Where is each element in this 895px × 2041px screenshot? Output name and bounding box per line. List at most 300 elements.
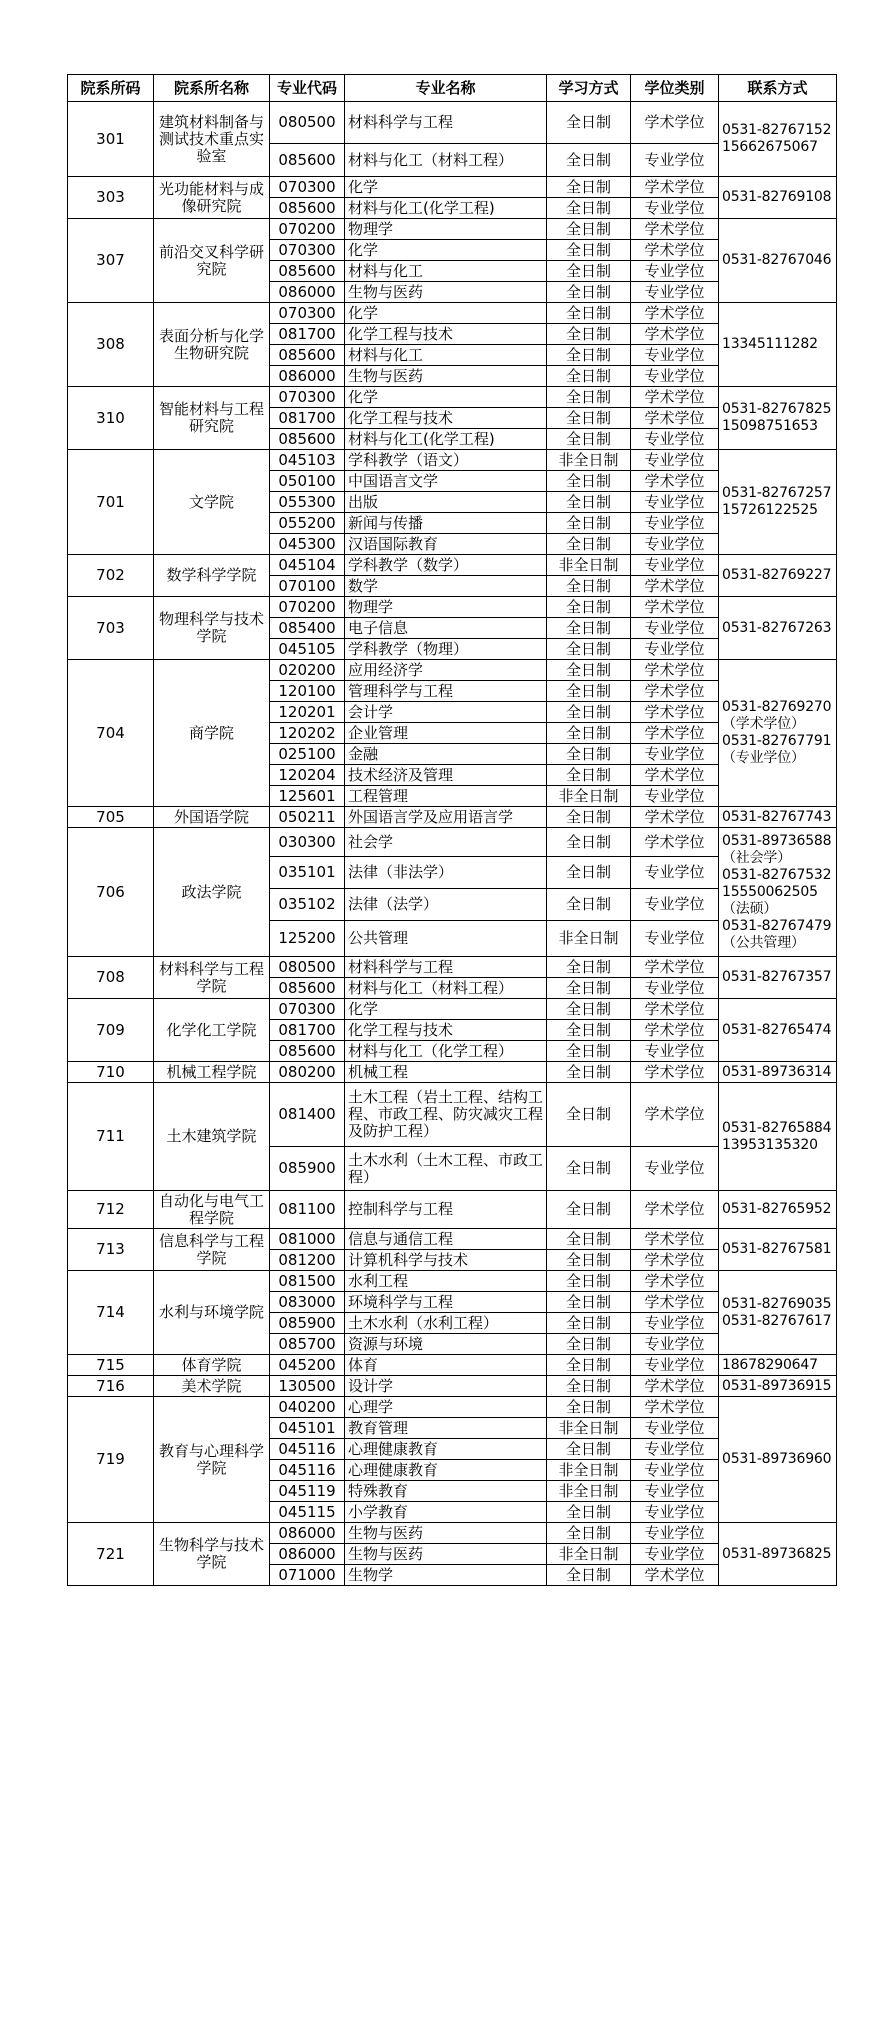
study-mode-cell: 全日制 (547, 1397, 631, 1418)
major-code-cell: 055200 (270, 513, 345, 534)
study-mode-cell: 全日制 (547, 240, 631, 261)
major-name-cell: 土木工程（岩土工程、结构工程、市政工程、防灾减灾工程及防护工程） (345, 1083, 547, 1147)
major-code-cell: 086000 (270, 1544, 345, 1565)
dept-code-cell: 719 (68, 1397, 154, 1523)
major-name-cell: 生物与医药 (345, 1523, 547, 1544)
table-row (68, 828, 837, 857)
major-code-cell: 085600 (270, 978, 345, 999)
degree-type-cell: 学术学位 (631, 1397, 719, 1418)
dept-name-cell: 土木建筑学院 (154, 1083, 270, 1191)
major-name-cell: 控制科学与工程 (345, 1191, 547, 1229)
major-name-cell: 管理科学与工程 (345, 681, 547, 702)
study-mode-cell: 全日制 (547, 534, 631, 555)
contact-cell: 0531-82765884 13953135320 (719, 1083, 837, 1191)
degree-type-cell: 专业学位 (631, 1355, 719, 1376)
study-mode-cell: 全日制 (547, 261, 631, 282)
study-mode-cell: 全日制 (547, 1502, 631, 1523)
degree-type-cell: 学术学位 (631, 1271, 719, 1292)
dept-name-cell: 外国语学院 (154, 807, 270, 828)
study-mode-cell: 全日制 (547, 144, 631, 177)
study-mode-cell: 全日制 (547, 1020, 631, 1041)
contact-cell: 0531-82767046 (719, 219, 837, 303)
degree-type-cell: 专业学位 (631, 492, 719, 513)
dept-code-cell: 310 (68, 387, 154, 450)
dept-name-cell: 建筑材料制备与测试技术重点实验室 (154, 102, 270, 177)
degree-type-cell: 学术学位 (631, 1565, 719, 1586)
major-code-cell: 070300 (270, 999, 345, 1020)
major-code-cell: 081700 (270, 1020, 345, 1041)
contact-cell: 0531-82765474 (719, 999, 837, 1062)
study-mode-cell: 全日制 (547, 1313, 631, 1334)
table-row (68, 450, 837, 471)
degree-type-cell: 专业学位 (631, 555, 719, 576)
major-name-cell: 电子信息 (345, 618, 547, 639)
dept-name-cell: 政法学院 (154, 828, 270, 957)
study-mode-cell: 非全日制 (547, 921, 631, 957)
degree-type-cell: 学术学位 (631, 1062, 719, 1083)
table-row (68, 1355, 837, 1376)
study-mode-cell: 全日制 (547, 828, 631, 857)
contact-cell: 0531-82769035 0531-82767617 (719, 1271, 837, 1355)
major-name-cell: 材料科学与工程 (345, 957, 547, 978)
study-mode-cell: 全日制 (547, 576, 631, 597)
major-code-cell: 085700 (270, 1334, 345, 1355)
table-row (68, 102, 837, 144)
major-name-cell: 土木水利（土木工程、市政工程） (345, 1147, 547, 1191)
major-name-cell: 特殊教育 (345, 1481, 547, 1502)
dept-name-cell: 智能材料与工程研究院 (154, 387, 270, 450)
major-code-cell: 040200 (270, 1397, 345, 1418)
major-code-cell: 045300 (270, 534, 345, 555)
contact-cell: 0531-82769108 (719, 177, 837, 219)
degree-type-cell: 专业学位 (631, 282, 719, 303)
degree-type-cell: 专业学位 (631, 1313, 719, 1334)
major-code-cell: 085600 (270, 1041, 345, 1062)
major-code-cell: 045105 (270, 639, 345, 660)
major-code-cell: 085600 (270, 144, 345, 177)
major-name-cell: 法律（法学） (345, 889, 547, 921)
major-name-cell: 学科教学（物理） (345, 639, 547, 660)
major-code-cell: 045116 (270, 1460, 345, 1481)
degree-type-cell: 学术学位 (631, 177, 719, 198)
dept-name-cell: 教育与心理科学学院 (154, 1397, 270, 1523)
major-name-cell: 材料科学与工程 (345, 102, 547, 144)
major-name-cell: 材料与化工（材料工程） (345, 144, 547, 177)
major-name-cell: 化学工程与技术 (345, 1020, 547, 1041)
study-mode-cell: 全日制 (547, 408, 631, 429)
table-row (68, 999, 837, 1020)
study-mode-cell: 全日制 (547, 1355, 631, 1376)
major-code-cell: 035102 (270, 889, 345, 921)
contact-cell: 0531-82767581 (719, 1229, 837, 1271)
table-row (68, 303, 837, 324)
contact-cell: 0531-89736314 (719, 1062, 837, 1083)
major-code-cell: 081400 (270, 1083, 345, 1147)
study-mode-cell: 全日制 (547, 1439, 631, 1460)
header-major-code: 专业代码 (270, 75, 345, 102)
table-row (68, 660, 837, 681)
dept-code-cell: 708 (68, 957, 154, 999)
dept-name-cell: 材料科学与工程学院 (154, 957, 270, 999)
major-code-cell: 070100 (270, 576, 345, 597)
degree-type-cell: 学术学位 (631, 408, 719, 429)
major-name-cell: 中国语言文学 (345, 471, 547, 492)
dept-name-cell: 化学化工学院 (154, 999, 270, 1062)
major-name-cell: 技术经济及管理 (345, 765, 547, 786)
dept-name-cell: 文学院 (154, 450, 270, 555)
table-row (68, 1376, 837, 1397)
major-code-cell: 070300 (270, 177, 345, 198)
study-mode-cell: 非全日制 (547, 786, 631, 807)
major-name-cell: 设计学 (345, 1376, 547, 1397)
contact-cell: 0531-82767152 15662675067 (719, 102, 837, 177)
study-mode-cell: 全日制 (547, 429, 631, 450)
major-name-cell: 外国语言学及应用语言学 (345, 807, 547, 828)
degree-type-cell: 学术学位 (631, 807, 719, 828)
header-row (68, 75, 837, 102)
major-name-cell: 土木水利（水利工程） (345, 1313, 547, 1334)
degree-type-cell: 学术学位 (631, 1020, 719, 1041)
degree-type-cell: 学术学位 (631, 303, 719, 324)
major-name-cell: 心理健康教育 (345, 1460, 547, 1481)
major-name-cell: 物理学 (345, 597, 547, 618)
major-name-cell: 数学 (345, 576, 547, 597)
major-code-cell: 085600 (270, 261, 345, 282)
major-code-cell: 045119 (270, 1481, 345, 1502)
dept-name-cell: 体育学院 (154, 1355, 270, 1376)
study-mode-cell: 全日制 (547, 1271, 631, 1292)
study-mode-cell: 全日制 (547, 660, 631, 681)
major-name-cell: 环境科学与工程 (345, 1292, 547, 1313)
study-mode-cell: 全日制 (547, 102, 631, 144)
major-code-cell: 050211 (270, 807, 345, 828)
table-row (68, 1271, 837, 1292)
major-name-cell: 化学 (345, 387, 547, 408)
dept-name-cell: 自动化与电气工程学院 (154, 1191, 270, 1229)
study-mode-cell: 全日制 (547, 744, 631, 765)
degree-type-cell: 学术学位 (631, 723, 719, 744)
major-code-cell: 045101 (270, 1418, 345, 1439)
study-mode-cell: 全日制 (547, 1191, 631, 1229)
study-mode-cell: 全日制 (547, 957, 631, 978)
major-name-cell: 心理健康教育 (345, 1439, 547, 1460)
contact-cell: 0531-89736825 (719, 1523, 837, 1586)
contact-cell: 18678290647 (719, 1355, 837, 1376)
major-code-cell: 045200 (270, 1355, 345, 1376)
dept-code-cell: 711 (68, 1083, 154, 1191)
major-name-cell: 心理学 (345, 1397, 547, 1418)
degree-type-cell: 学术学位 (631, 1292, 719, 1313)
dept-code-cell: 714 (68, 1271, 154, 1355)
study-mode-cell: 全日制 (547, 513, 631, 534)
study-mode-cell: 全日制 (547, 345, 631, 366)
header-dept-code: 院系所码 (68, 75, 154, 102)
dept-name-cell: 水利与环境学院 (154, 1271, 270, 1355)
major-code-cell: 080200 (270, 1062, 345, 1083)
major-name-cell: 化学工程与技术 (345, 408, 547, 429)
table-row (68, 219, 837, 240)
major-code-cell: 035101 (270, 857, 345, 889)
study-mode-cell: 非全日制 (547, 1418, 631, 1439)
study-mode-cell: 全日制 (547, 324, 631, 345)
degree-type-cell: 专业学位 (631, 534, 719, 555)
degree-type-cell: 学术学位 (631, 1376, 719, 1397)
major-code-cell: 070200 (270, 219, 345, 240)
major-code-cell: 085600 (270, 345, 345, 366)
dept-name-cell: 生物科学与技术学院 (154, 1523, 270, 1586)
dept-code-cell: 716 (68, 1376, 154, 1397)
major-name-cell: 化学 (345, 177, 547, 198)
degree-type-cell: 学术学位 (631, 102, 719, 144)
dept-name-cell: 信息科学与工程学院 (154, 1229, 270, 1271)
major-name-cell: 材料与化工（材料工程） (345, 978, 547, 999)
major-name-cell: 材料与化工 (345, 261, 547, 282)
study-mode-cell: 全日制 (547, 639, 631, 660)
contact-cell: 0531-82767257 15726122525 (719, 450, 837, 555)
study-mode-cell: 全日制 (547, 1292, 631, 1313)
study-mode-cell: 非全日制 (547, 1544, 631, 1565)
degree-type-cell: 学术学位 (631, 702, 719, 723)
major-name-cell: 企业管理 (345, 723, 547, 744)
degree-type-cell: 专业学位 (631, 1460, 719, 1481)
header-dept-name: 院系所名称 (154, 75, 270, 102)
study-mode-cell: 全日制 (547, 999, 631, 1020)
table-row (68, 807, 837, 828)
major-code-cell: 045103 (270, 450, 345, 471)
major-name-cell: 生物与医药 (345, 1544, 547, 1565)
major-name-cell: 社会学 (345, 828, 547, 857)
major-name-cell: 汉语国际教育 (345, 534, 547, 555)
study-mode-cell: 全日制 (547, 702, 631, 723)
degree-type-cell: 专业学位 (631, 857, 719, 889)
major-code-cell: 130500 (270, 1376, 345, 1397)
dept-name-cell: 物理科学与技术学院 (154, 597, 270, 660)
major-code-cell: 085900 (270, 1313, 345, 1334)
degree-type-cell: 学术学位 (631, 999, 719, 1020)
major-code-cell: 070200 (270, 597, 345, 618)
major-name-cell: 法律（非法学） (345, 857, 547, 889)
study-mode-cell: 非全日制 (547, 1460, 631, 1481)
major-name-cell: 生物与医药 (345, 282, 547, 303)
table-row (68, 177, 837, 198)
study-mode-cell: 全日制 (547, 1229, 631, 1250)
dept-code-cell: 704 (68, 660, 154, 807)
study-mode-cell: 全日制 (547, 198, 631, 219)
study-mode-cell: 全日制 (547, 889, 631, 921)
contact-cell: 0531-82767743 (719, 807, 837, 828)
degree-type-cell: 专业学位 (631, 639, 719, 660)
study-mode-cell: 非全日制 (547, 1481, 631, 1502)
table-row (68, 1229, 837, 1250)
study-mode-cell: 全日制 (547, 681, 631, 702)
major-name-cell: 机械工程 (345, 1062, 547, 1083)
header-contact: 联系方式 (719, 75, 837, 102)
major-name-cell: 会计学 (345, 702, 547, 723)
degree-type-cell: 学术学位 (631, 765, 719, 786)
dept-code-cell: 705 (68, 807, 154, 828)
study-mode-cell: 全日制 (547, 857, 631, 889)
major-code-cell: 125200 (270, 921, 345, 957)
degree-type-cell: 学术学位 (631, 324, 719, 345)
major-name-cell: 化学 (345, 240, 547, 261)
header-major-name: 专业名称 (345, 75, 547, 102)
major-code-cell: 125601 (270, 786, 345, 807)
major-name-cell: 化学工程与技术 (345, 324, 547, 345)
major-name-cell: 小学教育 (345, 1502, 547, 1523)
major-name-cell: 化学 (345, 303, 547, 324)
major-name-cell: 公共管理 (345, 921, 547, 957)
degree-type-cell: 专业学位 (631, 744, 719, 765)
major-code-cell: 055300 (270, 492, 345, 513)
dept-code-cell: 301 (68, 102, 154, 177)
table-row (68, 597, 837, 618)
major-name-cell: 应用经济学 (345, 660, 547, 681)
study-mode-cell: 全日制 (547, 282, 631, 303)
study-mode-cell: 全日制 (547, 1083, 631, 1147)
contact-cell: 0531-82767263 (719, 597, 837, 660)
study-mode-cell: 全日制 (547, 1334, 631, 1355)
degree-type-cell: 学术学位 (631, 576, 719, 597)
contact-cell: 0531-89736588 （社会学） 0531-82767532 15550062505 （法硕） 0531-82767479 （公共管理） (719, 828, 837, 957)
dept-code-cell: 713 (68, 1229, 154, 1271)
major-code-cell: 120202 (270, 723, 345, 744)
table-row (68, 555, 837, 576)
study-mode-cell: 全日制 (547, 1147, 631, 1191)
major-name-cell: 学科教学（语文） (345, 450, 547, 471)
table-body (68, 102, 837, 1586)
major-name-cell: 材料与化工(化学工程) (345, 198, 547, 219)
contact-cell: 0531-82769227 (719, 555, 837, 597)
study-mode-cell: 全日制 (547, 387, 631, 408)
degree-type-cell: 学术学位 (631, 828, 719, 857)
contact-cell: 0531-82769270 （学术学位） 0531-82767791 （专业学位） (719, 660, 837, 807)
dept-code-cell: 703 (68, 597, 154, 660)
degree-type-cell: 专业学位 (631, 1334, 719, 1355)
study-mode-cell: 全日制 (547, 471, 631, 492)
dept-name-cell: 数学科学学院 (154, 555, 270, 597)
contact-cell: 13345111282 (719, 303, 837, 387)
table-row (68, 1523, 837, 1544)
study-mode-cell: 全日制 (547, 765, 631, 786)
degree-type-cell: 专业学位 (631, 786, 719, 807)
major-code-cell: 025100 (270, 744, 345, 765)
degree-type-cell: 专业学位 (631, 429, 719, 450)
degree-type-cell: 专业学位 (631, 450, 719, 471)
degree-type-cell: 学术学位 (631, 387, 719, 408)
major-name-cell: 工程管理 (345, 786, 547, 807)
degree-type-cell: 专业学位 (631, 1041, 719, 1062)
major-code-cell: 081100 (270, 1191, 345, 1229)
table-row (68, 387, 837, 408)
degree-type-cell: 专业学位 (631, 198, 719, 219)
study-mode-cell: 非全日制 (547, 555, 631, 576)
major-code-cell: 071000 (270, 1565, 345, 1586)
degree-type-cell: 学术学位 (631, 1191, 719, 1229)
major-name-cell: 生物学 (345, 1565, 547, 1586)
degree-type-cell: 专业学位 (631, 345, 719, 366)
major-code-cell: 083000 (270, 1292, 345, 1313)
study-mode-cell: 全日制 (547, 1041, 631, 1062)
study-mode-cell: 全日制 (547, 618, 631, 639)
degree-type-cell: 学术学位 (631, 471, 719, 492)
major-name-cell: 水利工程 (345, 1271, 547, 1292)
major-code-cell: 085600 (270, 429, 345, 450)
major-name-cell: 信息与通信工程 (345, 1229, 547, 1250)
contact-cell: 0531-82765952 (719, 1191, 837, 1229)
degree-type-cell: 学术学位 (631, 660, 719, 681)
contact-cell: 0531-89736915 (719, 1376, 837, 1397)
table-row (68, 1062, 837, 1083)
dept-code-cell: 706 (68, 828, 154, 957)
table-row (68, 1397, 837, 1418)
degree-type-cell: 专业学位 (631, 144, 719, 177)
study-mode-cell: 全日制 (547, 1062, 631, 1083)
degree-type-cell: 学术学位 (631, 957, 719, 978)
dept-name-cell: 光功能材料与成像研究院 (154, 177, 270, 219)
major-name-cell: 教育管理 (345, 1418, 547, 1439)
dept-name-cell: 美术学院 (154, 1376, 270, 1397)
degree-type-cell: 专业学位 (631, 366, 719, 387)
degree-type-cell: 专业学位 (631, 978, 719, 999)
degree-type-cell: 专业学位 (631, 1147, 719, 1191)
study-mode-cell: 全日制 (547, 492, 631, 513)
major-code-cell: 081000 (270, 1229, 345, 1250)
dept-name-cell: 商学院 (154, 660, 270, 807)
major-code-cell: 045115 (270, 1502, 345, 1523)
degree-type-cell: 学术学位 (631, 1083, 719, 1147)
degree-type-cell: 学术学位 (631, 681, 719, 702)
major-code-cell: 081200 (270, 1250, 345, 1271)
major-code-cell: 045104 (270, 555, 345, 576)
dept-code-cell: 712 (68, 1191, 154, 1229)
major-code-cell: 086000 (270, 282, 345, 303)
dept-code-cell: 710 (68, 1062, 154, 1083)
degree-type-cell: 专业学位 (631, 921, 719, 957)
dept-code-cell: 701 (68, 450, 154, 555)
degree-type-cell: 专业学位 (631, 1544, 719, 1565)
study-mode-cell: 非全日制 (547, 450, 631, 471)
major-code-cell: 045116 (270, 1439, 345, 1460)
major-name-cell: 计算机科学与技术 (345, 1250, 547, 1271)
dept-code-cell: 709 (68, 999, 154, 1062)
study-mode-cell: 全日制 (547, 1565, 631, 1586)
major-code-cell: 020200 (270, 660, 345, 681)
major-name-cell: 新闻与传播 (345, 513, 547, 534)
contact-cell: 0531-82767357 (719, 957, 837, 999)
degree-type-cell: 学术学位 (631, 219, 719, 240)
study-mode-cell: 全日制 (547, 177, 631, 198)
degree-type-cell: 学术学位 (631, 597, 719, 618)
dept-code-cell: 715 (68, 1355, 154, 1376)
degree-type-cell: 专业学位 (631, 1418, 719, 1439)
major-code-cell: 050100 (270, 471, 345, 492)
major-code-cell: 070300 (270, 303, 345, 324)
study-mode-cell: 全日制 (547, 303, 631, 324)
major-name-cell: 出版 (345, 492, 547, 513)
major-code-cell: 120204 (270, 765, 345, 786)
study-mode-cell: 全日制 (547, 1250, 631, 1271)
degree-type-cell: 专业学位 (631, 1523, 719, 1544)
major-code-cell: 080500 (270, 102, 345, 144)
major-code-cell: 070300 (270, 387, 345, 408)
degree-type-cell: 专业学位 (631, 1502, 719, 1523)
degree-type-cell: 专业学位 (631, 1481, 719, 1502)
major-code-cell: 085400 (270, 618, 345, 639)
header-degree-type: 学位类别 (631, 75, 719, 102)
major-code-cell: 030300 (270, 828, 345, 857)
contact-cell: 0531-89736960 (719, 1397, 837, 1523)
dept-name-cell: 表面分析与化学生物研究院 (154, 303, 270, 387)
